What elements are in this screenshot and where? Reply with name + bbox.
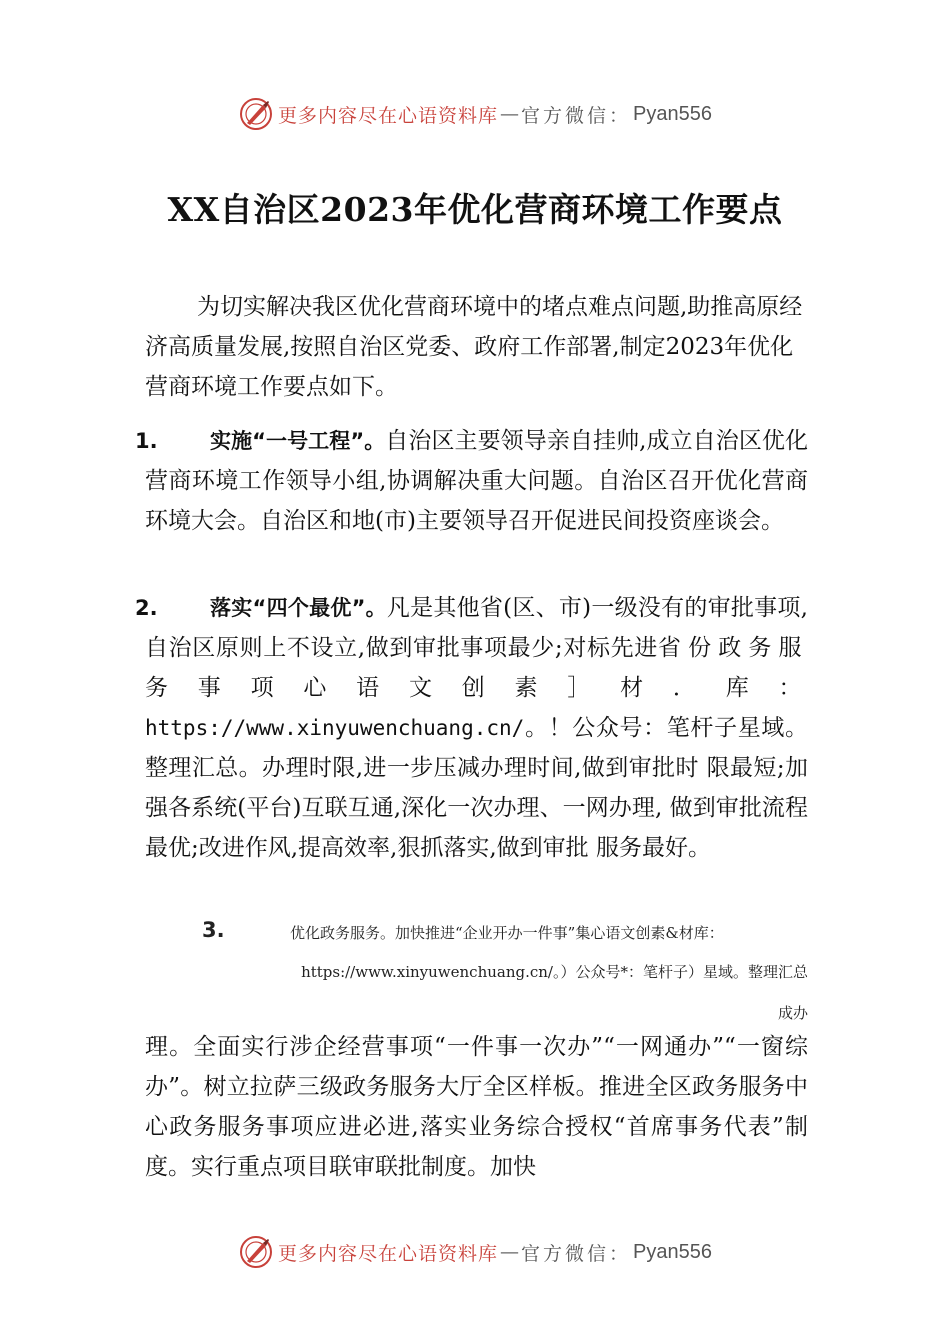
- item-small-line-c: 成办: [777, 1004, 808, 1022]
- watermark-dash: —: [500, 103, 520, 125]
- item-small-line-a: 优化政务服务。加快推进“企业开办一件事”集心语文创素&材库：: [290, 924, 724, 942]
- watermark-wechat-label: 官方微信：: [521, 1242, 632, 1265]
- item-body: 自治区主要领导亲自挂帅,成立自治区优化营商环境工作领导小组,协调解决重大问题。自治区召开优化营商环境大会。自治区和地(市)主要领导召开促进民间投资座谈会。: [145, 428, 808, 534]
- item-heading: 落实“四个最优”。: [210, 596, 387, 620]
- item-number: 3.: [202, 918, 225, 942]
- watermark-banner-bottom: [0, 1232, 950, 1272]
- list-item-3-body: 理。全面实行涉企经营事项“一件事一次办”“一网通办”“一窗综办”。树立拉萨三级政务服务大厅全区样板。推进全区政务服务中心政务服务事项应进必进,落实业务综合授权“首席事务代表”制度。实行重点项目联审联批制度。加快: [145, 1034, 808, 1180]
- item-small-line-b: https://www.xinyuwenchuang.cn/。）公众号*：笔杆子）星域。整理汇总: [301, 963, 808, 981]
- item-heading: 实施“一号工程”。: [210, 429, 386, 453]
- watermark-brand: 更多内容尽在心语资料库: [278, 104, 499, 127]
- watermark-wechat-id: Pyan556: [633, 1240, 712, 1263]
- watermark-wechat-label: 官方微信：: [521, 104, 632, 127]
- brush-logo-icon: [238, 1234, 274, 1270]
- item-body-b: 。！公众号：笔杆子星域。整理汇总。办理时限,进一步压减办理时间,做到审批时 限最短;加强各系统(平台)互联互通,深化一次办理、一网办理, 做到审批流程最优;改进作风,提高效率,狠抓落实,做到审批 服务最好。: [145, 715, 808, 861]
- brush-logo-icon: [238, 96, 274, 132]
- item-watermark-text: 省份政务服务事项心语文创素］材．库：: [145, 635, 809, 701]
- item-url: https://www.xinyuwenchuang.cn/: [145, 716, 525, 740]
- item-number: 2.: [135, 596, 158, 620]
- watermark-dash: —: [500, 1241, 520, 1263]
- item-body-a: 凡是其他省(区、市)一级没有的审批事项,自治区原则上不设立,做到审批事项最少;对标先进: [145, 595, 808, 661]
- watermark-brand: 更多内容尽在心语资料库: [278, 1242, 499, 1265]
- document-title: XX自治区2023年优化营商环境工作要点: [167, 190, 783, 229]
- item-number: 1.: [135, 429, 158, 453]
- list-item-1: [135, 421, 808, 541]
- watermark-banner-top: [0, 94, 950, 134]
- list-item-2: [135, 588, 809, 868]
- watermark-wechat-id: Pyan556: [633, 102, 712, 125]
- intro-paragraph: 为切实解决我区优化营商环境中的堵点难点问题,助推高原经济高质量发展,按照自治区党委、政府工作部署,制定2023年优化营商环境工作要点如下。: [145, 294, 803, 400]
